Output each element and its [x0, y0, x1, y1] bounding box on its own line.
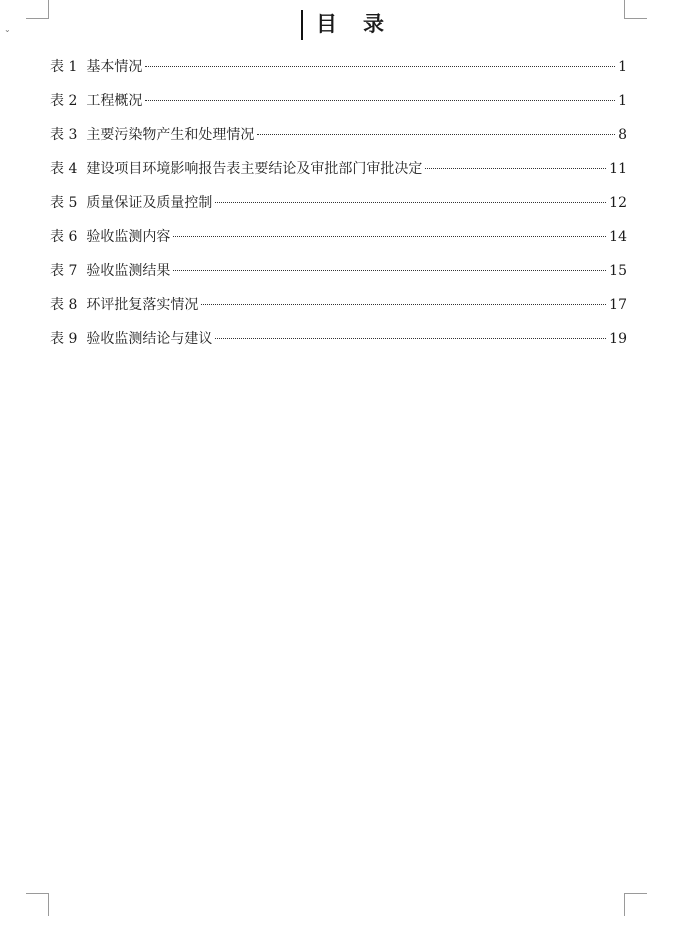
toc-entry-label — [50, 56, 142, 78]
toc-entry-text: 验收监测结果 — [86, 263, 171, 279]
toc-entry[interactable] — [50, 192, 627, 226]
toc-entry[interactable] — [50, 226, 627, 260]
toc-entry-prefix: 表 1 — [50, 59, 78, 75]
toc-entry-prefix: 表 7 — [50, 263, 78, 279]
toc-page-number: 17 — [609, 297, 627, 313]
crop-mark-bottom-left — [26, 893, 49, 916]
toc-leader-dots — [201, 304, 606, 305]
paragraph-marker-icon: ⌄ — [4, 25, 11, 34]
toc-entry-text: 验收监测结论与建议 — [86, 331, 213, 347]
toc-leader-dots — [257, 134, 615, 135]
toc-page-number: 14 — [609, 229, 627, 245]
toc-leader-dots — [425, 168, 606, 169]
toc-entry-text: 质量保证及质量控制 — [86, 195, 213, 211]
toc-page-number: 15 — [609, 263, 627, 279]
toc-leader-dots — [145, 66, 615, 67]
toc-page-number: 1 — [618, 59, 627, 75]
title-char-2: 录 — [363, 11, 384, 36]
toc-page-number: 12 — [609, 195, 627, 211]
toc-entry[interactable] — [50, 294, 627, 328]
toc-leader-dots — [173, 236, 606, 237]
toc-entry-label — [50, 158, 422, 180]
toc-entry-text: 建设项目环境影响报告表主要结论及审批部门审批决定 — [86, 161, 423, 177]
toc-leader-dots — [145, 100, 615, 101]
title-char-1: 目 — [316, 11, 337, 36]
toc-leader-dots — [215, 202, 606, 203]
toc-entry[interactable] — [50, 260, 627, 294]
toc-entry[interactable] — [50, 158, 627, 192]
toc-leader-dots — [173, 270, 606, 271]
toc-entry[interactable] — [50, 124, 627, 158]
toc-entry-text: 基本情况 — [86, 59, 143, 75]
toc-entry-label — [50, 90, 142, 112]
crop-mark-bottom-right — [624, 893, 647, 916]
toc-page-number: 8 — [618, 127, 627, 143]
toc-entry-label — [50, 328, 212, 350]
toc-entry-label — [50, 192, 212, 214]
toc-entry-prefix: 表 4 — [50, 161, 78, 177]
toc-entry-label — [50, 226, 170, 248]
toc-entry-text: 环评批复落实情况 — [86, 297, 199, 313]
toc-entry-text: 工程概况 — [86, 93, 143, 109]
toc-entry-prefix: 表 2 — [50, 93, 78, 109]
toc-leader-dots — [215, 338, 606, 339]
toc-entry-prefix: 表 9 — [50, 331, 78, 347]
toc-entry-prefix: 表 5 — [50, 195, 78, 211]
toc-entry-label — [50, 124, 254, 146]
toc-entry[interactable] — [50, 328, 627, 362]
toc-entry[interactable] — [50, 56, 627, 90]
toc-entry-text: 主要污染物产生和处理情况 — [86, 127, 255, 143]
toc-entry-text: 验收监测内容 — [86, 229, 171, 245]
page-title[interactable] — [0, 8, 700, 40]
toc-entry[interactable] — [50, 90, 627, 124]
table-of-contents — [50, 56, 627, 362]
toc-entry-prefix: 表 3 — [50, 127, 78, 143]
toc-entry-prefix: 表 6 — [50, 229, 78, 245]
toc-entry-label — [50, 260, 170, 282]
toc-page-number: 1 — [618, 93, 627, 109]
toc-entry-prefix: 表 8 — [50, 297, 78, 313]
toc-page-number: 19 — [609, 331, 627, 347]
toc-page-number: 11 — [609, 161, 627, 177]
toc-entry-label — [50, 294, 198, 316]
